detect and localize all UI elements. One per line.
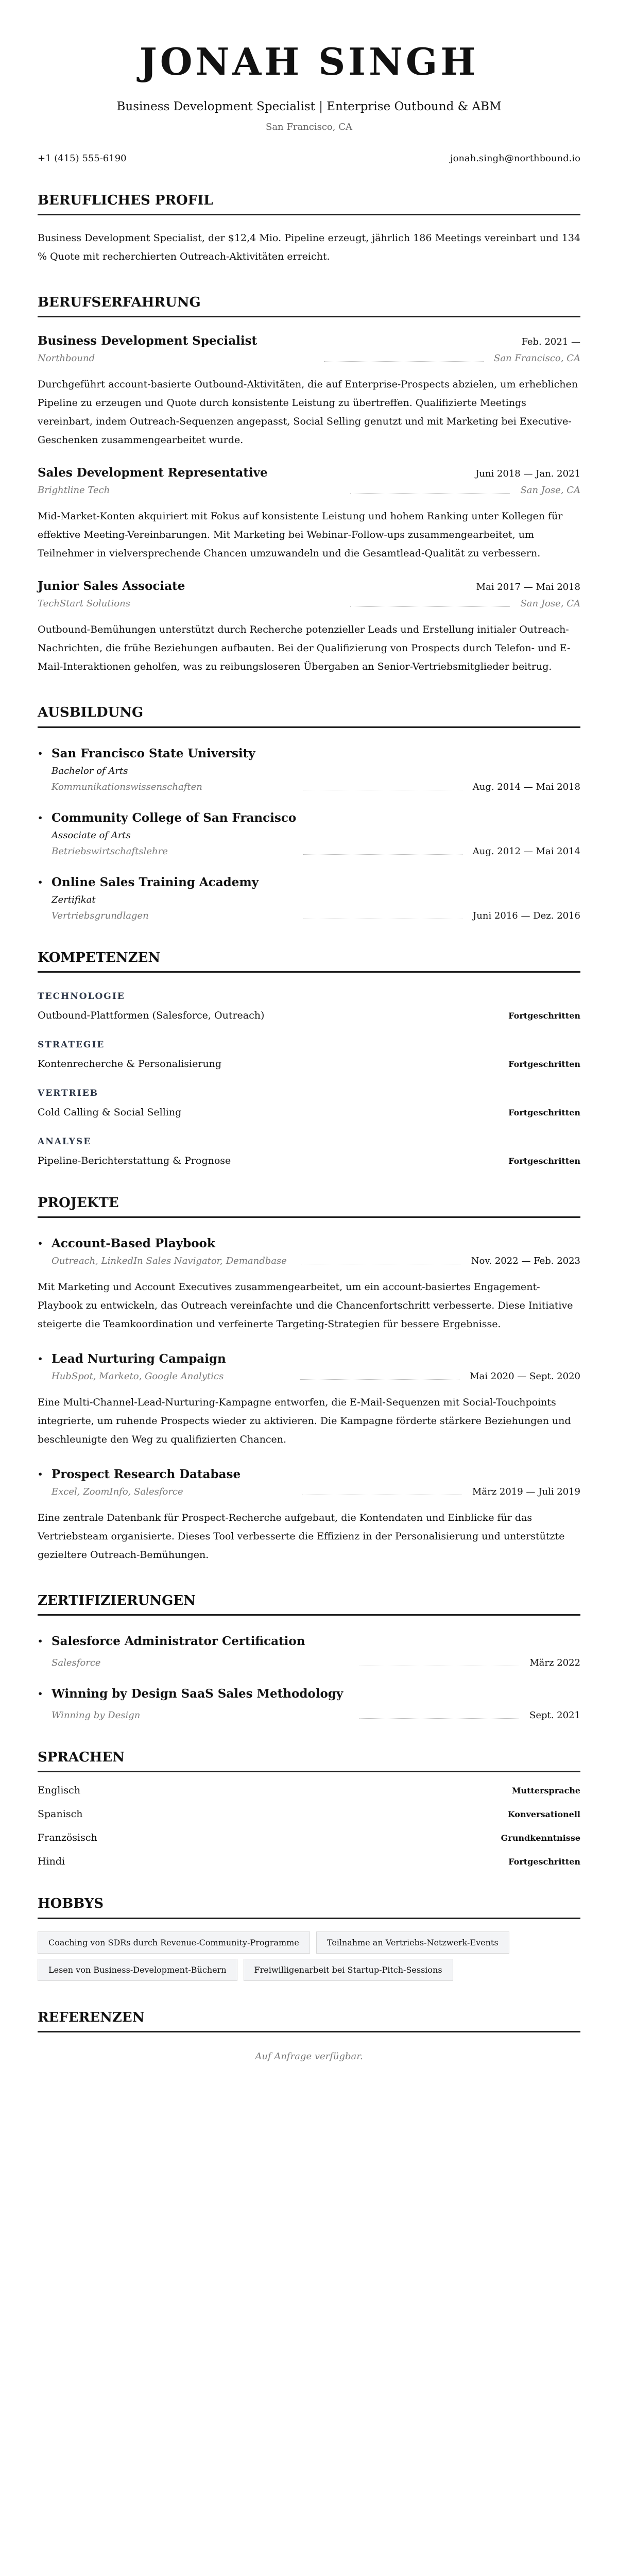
education-details bbox=[38, 766, 580, 792]
skill-category: VERTRIEB bbox=[38, 1088, 99, 1098]
job-meta bbox=[38, 485, 580, 496]
section-title: PROJEKTE bbox=[38, 1195, 580, 1218]
job-list bbox=[38, 334, 580, 676]
school-name-text: San Francisco State University bbox=[52, 746, 255, 760]
project-name bbox=[38, 1236, 580, 1250]
job-location: San Jose, CA bbox=[520, 485, 580, 496]
certification-issuer: Salesforce bbox=[52, 1657, 101, 1669]
section-title: SPRACHEN bbox=[38, 1750, 580, 1772]
certification-name-text: Salesforce Administrator Certification bbox=[52, 1634, 305, 1649]
field-of-study: Kommunikationswissenschaften bbox=[52, 781, 202, 792]
language-level: Grundkenntnisse bbox=[501, 1833, 580, 1843]
school-name bbox=[38, 875, 580, 889]
certification-name-text: Winning by Design SaaS Sales Methodology bbox=[52, 1687, 344, 1701]
hobby-tag: Freiwilligenarbeit bei Startup-Pitch-Sessions bbox=[244, 1959, 453, 1981]
education-section bbox=[38, 705, 580, 921]
skill-group bbox=[38, 1137, 580, 1166]
bullet-icon: • bbox=[38, 1353, 43, 1364]
job-title: Junior Sales Associate bbox=[38, 579, 185, 594]
dotted-leader bbox=[303, 854, 462, 855]
section-title: ZERTIFIZIERUNGEN bbox=[38, 1593, 580, 1616]
project-meta bbox=[38, 1486, 580, 1497]
certification-date: Sept. 2021 bbox=[529, 1710, 580, 1721]
certifications-section bbox=[38, 1593, 580, 1721]
language-level: Konversationell bbox=[507, 1809, 580, 1820]
education-details bbox=[38, 830, 580, 857]
bullet-icon: • bbox=[38, 1238, 43, 1248]
project-meta bbox=[38, 1371, 580, 1382]
project-description: Eine zentrale Datenbank für Prospect-Recherche aufgebaut, die Kontendaten und Einblicke für das Vertriebsteam organisierte. Dieses Tool verbesserte die Effizienz in der Personalisierung und unterstützte gezieltere Outreach-Bemühungen. bbox=[38, 1512, 565, 1561]
project-dates: Mai 2020 — Sept. 2020 bbox=[470, 1370, 580, 1382]
certification-meta bbox=[38, 1657, 580, 1668]
skill-level: Fortgeschritten bbox=[508, 1010, 580, 1021]
language-name: Hindi bbox=[38, 1856, 65, 1868]
project-name-text: Account-Based Playbook bbox=[52, 1236, 215, 1250]
project-tools: HubSpot, Marketo, Google Analytics bbox=[52, 1370, 224, 1382]
skill-group bbox=[38, 1040, 580, 1070]
school-name bbox=[38, 811, 580, 825]
hobby-tag: Teilnahme an Vertriebs-Netzwerk-Events bbox=[316, 1931, 509, 1954]
dotted-leader bbox=[350, 606, 510, 607]
hobby-tags bbox=[38, 1931, 553, 1981]
skill-category: ANALYSE bbox=[38, 1136, 92, 1147]
education-meta bbox=[52, 910, 580, 921]
school-name bbox=[38, 747, 580, 760]
language-row bbox=[38, 1832, 580, 1843]
phone[interactable]: +1 (415) 555-6190 bbox=[38, 153, 127, 164]
headline: Business Development Specialist | Enterprise Outbound & ABM bbox=[116, 100, 502, 113]
section-title: BERUFSERFAHRUNG bbox=[38, 295, 580, 317]
project-tools: Excel, ZoomInfo, Salesforce bbox=[52, 1486, 183, 1497]
dotted-leader bbox=[300, 1379, 459, 1380]
language-list bbox=[38, 1785, 580, 1867]
project-name bbox=[38, 1352, 580, 1366]
email[interactable]: jonah.singh@northbound.io bbox=[450, 153, 580, 164]
skill-row bbox=[38, 1010, 580, 1021]
dotted-leader bbox=[324, 361, 484, 362]
skill-name: Cold Calling & Social Selling bbox=[38, 1106, 182, 1118]
contact-row bbox=[38, 153, 580, 164]
education-meta bbox=[52, 782, 580, 792]
skill-level: Fortgeschritten bbox=[508, 1107, 580, 1117]
job-header bbox=[38, 466, 580, 480]
school-name-text: Community College of San Francisco bbox=[52, 810, 297, 825]
certification-name bbox=[38, 1634, 580, 1648]
language-name: Englisch bbox=[38, 1785, 81, 1797]
job-meta bbox=[38, 353, 580, 364]
language-name: Französisch bbox=[38, 1832, 97, 1844]
experience-section bbox=[38, 295, 580, 676]
bullet-icon: • bbox=[38, 1636, 43, 1647]
certification-entry bbox=[38, 1687, 580, 1721]
job-entry bbox=[38, 579, 580, 676]
certification-meta bbox=[38, 1710, 580, 1721]
skill-category: TECHNOLOGIE bbox=[38, 991, 125, 1002]
profile-text: Business Development Specialist, der $12,4 Mio. Pipeline erzeugt, jährlich 186 Meetings vereinbart und 134 % Quote mit recherchierten Outreach-Aktivitäten erreicht. bbox=[38, 232, 580, 263]
job-location: San Francisco, CA bbox=[493, 353, 580, 364]
skill-level: Fortgeschritten bbox=[508, 1156, 580, 1166]
skill-row bbox=[38, 1107, 580, 1118]
education-entry bbox=[38, 747, 580, 792]
resume-header bbox=[38, 40, 580, 164]
degree: Associate of Arts bbox=[52, 829, 131, 841]
job-entry bbox=[38, 334, 580, 449]
project-entry bbox=[38, 1467, 580, 1564]
project-description: Mit Marketing und Account Executives zusammengearbeitet, um ein account-basiertes Engagement-Playbook zu entwickeln, das Outreach vereinfachte und die Chancenfortschritt verbesserte. Diese Initiative steigerte die Teamkoordination und verfeinerte Targeting-Strategien für bessere Ergebnisse. bbox=[38, 1281, 573, 1330]
job-title: Business Development Specialist bbox=[38, 334, 258, 348]
skill-name: Outbound-Plattformen (Salesforce, Outreach) bbox=[38, 1009, 265, 1021]
certification-name bbox=[38, 1687, 580, 1701]
candidate-name: JONAH SINGH bbox=[139, 40, 479, 83]
job-description: Outbound-Bemühungen unterstützt durch Recherche potenzieller Leads und Erstellung initialer Outreach-Nachrichten, die frühe Beziehungen aufbauten. Bei der Qualifizierung von Prospects durch Telefon- und E-Mail-Interaktionen geholfen, was zu reibungsloseren Übergaben an Senior-Vertriebsmitglieder beitrug. bbox=[38, 624, 571, 673]
job-location: San Jose, CA bbox=[520, 598, 580, 609]
skill-level: Fortgeschritten bbox=[508, 1059, 580, 1069]
hobbies-section bbox=[38, 1896, 580, 1980]
project-name bbox=[38, 1467, 580, 1481]
project-tools: Outreach, LinkedIn Sales Navigator, Demandbase bbox=[52, 1255, 287, 1266]
language-row bbox=[38, 1785, 580, 1796]
project-dates: März 2019 — Juli 2019 bbox=[472, 1486, 580, 1497]
section-title: AUSBILDUNG bbox=[38, 705, 580, 727]
language-level: Fortgeschritten bbox=[508, 1857, 580, 1867]
bullet-icon: • bbox=[38, 1469, 43, 1479]
references-text: Auf Anfrage verfügbar. bbox=[255, 2050, 363, 2062]
dotted-leader bbox=[359, 1718, 519, 1719]
section-title: REFERENZEN bbox=[38, 2010, 580, 2032]
education-list bbox=[38, 747, 580, 921]
skill-group bbox=[38, 991, 580, 1021]
company: Brightline Tech bbox=[38, 485, 110, 496]
project-description: Eine Multi-Channel-Lead-Nurturing-Kampagne entworfen, die E-Mail-Sequenzen mit Social-Touchpoints integrierte, um ruhende Prospects wieder zu aktivieren. Die Kampagne förderte stärkere Beziehungen und beschleunigte den Weg zu qualifizierten Chancen. bbox=[38, 1396, 571, 1445]
project-entry bbox=[38, 1236, 580, 1333]
skill-row bbox=[38, 1058, 580, 1070]
job-description: Mid-Market-Konten akquiriert mit Fokus auf konsistente Leistung und hohem Ranking unter Kollegen für effektive Meeting-Vereinbarungen. Mit Marketing bei Webinar-Follow-ups zusammengearbeitet, um Teilnehmer in vielversprechende Chancen umzuwandeln und die Gesamtlead-Qualität zu verbessern. bbox=[38, 511, 563, 560]
certification-issuer: Winning by Design bbox=[52, 1710, 141, 1721]
job-dates: Feb. 2021 — bbox=[521, 336, 580, 348]
job-header bbox=[38, 334, 580, 348]
profile-section bbox=[38, 193, 580, 266]
education-dates: Aug. 2014 — Mai 2018 bbox=[472, 781, 580, 792]
job-meta bbox=[38, 598, 580, 609]
degree: Zertifikat bbox=[52, 894, 96, 905]
skill-row bbox=[38, 1155, 580, 1166]
job-description: Durchgeführt account-basierte Outbound-Aktivitäten, die auf Enterprise-Prospects abzielen, um erheblichen Pipeline zu erzeugen und Quote durch konsistente Leistung zu übertreffen. Qualifizierte Meetings vereinbart, indem Outreach-Sequenzen angepasst, Social Selling genutzt und mit Marketing bei Executive-Geschenken zusammengearbeitet wurde. bbox=[38, 379, 578, 446]
location: San Francisco, CA bbox=[265, 122, 352, 132]
company: Northbound bbox=[38, 353, 95, 364]
projects-section bbox=[38, 1195, 580, 1564]
education-entry bbox=[38, 811, 580, 857]
references-section bbox=[38, 2010, 580, 2062]
hobby-tag: Lesen von Business-Development-Büchern bbox=[38, 1959, 237, 1981]
education-dates: Aug. 2012 — Mai 2014 bbox=[472, 845, 580, 857]
skill-list bbox=[38, 991, 580, 1166]
section-title: KOMPETENZEN bbox=[38, 950, 580, 973]
dotted-leader bbox=[350, 493, 510, 494]
project-dates: Nov. 2022 — Feb. 2023 bbox=[471, 1255, 580, 1266]
hobby-tag: Coaching von SDRs durch Revenue-Community-Programme bbox=[38, 1931, 310, 1954]
section-title: BERUFLICHES PROFIL bbox=[38, 193, 580, 215]
degree: Bachelor of Arts bbox=[52, 765, 128, 776]
bullet-icon: • bbox=[38, 748, 43, 758]
project-name-text: Prospect Research Database bbox=[52, 1467, 241, 1481]
job-header bbox=[38, 579, 580, 593]
job-dates: Mai 2017 — Mai 2018 bbox=[476, 582, 580, 593]
education-meta bbox=[52, 846, 580, 857]
project-name-text: Lead Nurturing Campaign bbox=[52, 1351, 226, 1366]
project-entry bbox=[38, 1352, 580, 1449]
project-meta bbox=[38, 1256, 580, 1266]
language-row bbox=[38, 1808, 580, 1820]
certification-date: März 2022 bbox=[529, 1657, 580, 1669]
section-title: HOBBYS bbox=[38, 1896, 580, 1919]
languages-section bbox=[38, 1750, 580, 1867]
certification-entry bbox=[38, 1634, 580, 1668]
language-level: Muttersprache bbox=[511, 1786, 580, 1796]
skill-name: Kontenrecherche & Personalisierung bbox=[38, 1058, 222, 1070]
language-row bbox=[38, 1856, 580, 1867]
education-dates: Juni 2016 — Dez. 2016 bbox=[473, 910, 580, 921]
language-name: Spanisch bbox=[38, 1808, 83, 1820]
bullet-icon: • bbox=[38, 812, 43, 823]
certification-list bbox=[38, 1634, 580, 1721]
skill-group bbox=[38, 1088, 580, 1118]
education-entry bbox=[38, 875, 580, 921]
education-details bbox=[38, 894, 580, 921]
bullet-icon: • bbox=[38, 1689, 43, 1699]
job-dates: Juni 2018 — Jan. 2021 bbox=[475, 468, 580, 480]
skills-section bbox=[38, 950, 580, 1166]
skill-category: STRATEGIE bbox=[38, 1039, 105, 1050]
job-entry bbox=[38, 466, 580, 563]
bullet-icon: • bbox=[38, 877, 43, 887]
company: TechStart Solutions bbox=[38, 598, 130, 609]
school-name-text: Online Sales Training Academy bbox=[52, 875, 259, 889]
job-title: Sales Development Representative bbox=[38, 466, 268, 480]
field-of-study: Vertriebsgrundlagen bbox=[52, 910, 149, 921]
field-of-study: Betriebswirtschaftslehre bbox=[52, 845, 168, 857]
project-list bbox=[38, 1236, 580, 1564]
skill-name: Pipeline-Berichterstattung & Prognose bbox=[38, 1155, 231, 1166]
